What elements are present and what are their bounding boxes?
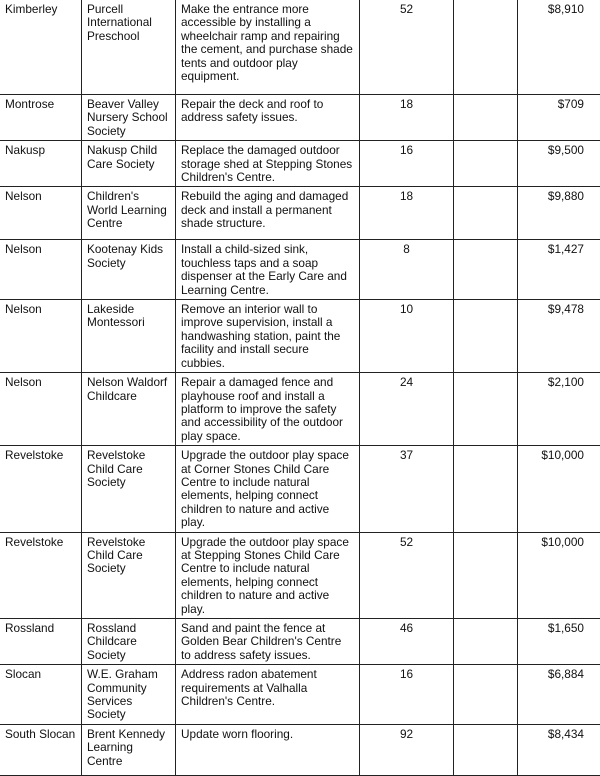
community-cell: Revelstoke xyxy=(0,532,82,618)
empty-cell xyxy=(454,95,518,141)
project-cell: Repair a damaged fence and playhouse roof and install a platform to improve the safety and accessibility of the outdoor play space. xyxy=(176,373,360,446)
organization-cell: Revelstoke Child Care Society xyxy=(82,532,176,618)
community-cell: Revelstoke xyxy=(0,446,82,532)
table-row xyxy=(0,665,600,725)
table-row xyxy=(0,141,600,187)
empty-cell xyxy=(454,300,518,373)
organization-cell: Purcell International Preschool xyxy=(82,0,176,95)
amount-cell: $709 xyxy=(518,95,600,141)
amount-cell: $8,910 xyxy=(518,0,600,95)
amount-cell: $8,434 xyxy=(518,724,600,775)
empty-cell xyxy=(454,141,518,187)
community-cell: South Slocan xyxy=(0,724,82,775)
empty-cell xyxy=(454,619,518,665)
community-cell: Montrose xyxy=(0,95,82,141)
spaces-cell: 37 xyxy=(360,446,454,532)
spaces-cell: 52 xyxy=(360,0,454,95)
organization-cell: Lakeside Montessori xyxy=(82,300,176,373)
amount-cell: $10,000 xyxy=(518,446,600,532)
project-cell: Replace the damaged outdoor storage shed at Stepping Stones Children's Centre. xyxy=(176,141,360,187)
amount-cell: $10,000 xyxy=(518,532,600,618)
community-cell: Nelson xyxy=(0,373,82,446)
table-row xyxy=(0,300,600,373)
community-cell: Nelson xyxy=(0,187,82,240)
spaces-cell: 18 xyxy=(360,95,454,141)
amount-cell: $9,478 xyxy=(518,300,600,373)
empty-cell xyxy=(454,665,518,725)
project-cell: Upgrade the outdoor play space at Stepping Stones Child Care Centre to include natural elements, helping connect children to nature and active play. xyxy=(176,532,360,618)
table-row xyxy=(0,724,600,775)
project-cell: Address radon abatement requirements at Valhalla Children's Centre. xyxy=(176,665,360,725)
community-cell: Slocan xyxy=(0,665,82,725)
table-row xyxy=(0,532,600,618)
spaces-cell: 16 xyxy=(360,141,454,187)
project-cell: Update worn flooring. xyxy=(176,724,360,775)
spaces-cell: 8 xyxy=(360,240,454,300)
organization-cell: Nelson Waldorf Childcare xyxy=(82,373,176,446)
community-cell: Rossland xyxy=(0,619,82,665)
empty-cell xyxy=(454,240,518,300)
empty-cell xyxy=(454,0,518,95)
project-cell: Remove an interior wall to improve supervision, install a handwashing station, paint the facility and install secure cubbies. xyxy=(176,300,360,373)
table-row xyxy=(0,619,600,665)
organization-cell: Nakusp Child Care Society xyxy=(82,141,176,187)
amount-cell: $1,650 xyxy=(518,619,600,665)
empty-cell xyxy=(454,532,518,618)
project-cell: Upgrade the outdoor play space at Corner Stones Child Care Centre to include natural elements, helping connect children to nature and active play. xyxy=(176,446,360,532)
organization-cell: Brent Kennedy Learning Centre xyxy=(82,724,176,775)
table-row xyxy=(0,0,600,95)
community-cell: Nelson xyxy=(0,240,82,300)
table-row xyxy=(0,446,600,532)
table-row xyxy=(0,240,600,300)
table-row xyxy=(0,95,600,141)
community-cell: Nelson xyxy=(0,300,82,373)
spaces-cell: 92 xyxy=(360,724,454,775)
amount-cell: $6,884 xyxy=(518,665,600,725)
organization-cell: Children's World Learning Centre xyxy=(82,187,176,240)
empty-cell xyxy=(454,446,518,532)
amount-cell: $2,100 xyxy=(518,373,600,446)
project-cell: Sand and paint the fence at Golden Bear Children's Centre to address safety issues. xyxy=(176,619,360,665)
spaces-cell: 18 xyxy=(360,187,454,240)
organization-cell: Revelstoke Child Care Society xyxy=(82,446,176,532)
project-cell: Rebuild the aging and damaged deck and install a permanent shade structure. xyxy=(176,187,360,240)
table-row xyxy=(0,373,600,446)
project-cell: Make the entrance more accessible by installing a wheelchair ramp and repairing the cement, and purchase shade tents and outdoor play equipment. xyxy=(176,0,360,95)
organization-cell: W.E. Graham Community Services Society xyxy=(82,665,176,725)
empty-cell xyxy=(454,724,518,775)
project-cell: Install a child-sized sink, touchless taps and a soap dispenser at the Early Care and Learning Centre. xyxy=(176,240,360,300)
spaces-cell: 46 xyxy=(360,619,454,665)
organization-cell: Beaver Valley Nursery School Society xyxy=(82,95,176,141)
spaces-cell: 10 xyxy=(360,300,454,373)
community-cell: Kimberley xyxy=(0,0,82,95)
spaces-cell: 16 xyxy=(360,665,454,725)
amount-cell: $9,500 xyxy=(518,141,600,187)
empty-cell xyxy=(454,187,518,240)
empty-cell xyxy=(454,373,518,446)
amount-cell: $9,880 xyxy=(518,187,600,240)
organization-cell: Kootenay Kids Society xyxy=(82,240,176,300)
spaces-cell: 24 xyxy=(360,373,454,446)
project-cell: Repair the deck and roof to address safety issues. xyxy=(176,95,360,141)
amount-cell: $1,427 xyxy=(518,240,600,300)
community-cell: Nakusp xyxy=(0,141,82,187)
organization-cell: Rossland Childcare Society xyxy=(82,619,176,665)
table-row xyxy=(0,187,600,240)
spaces-cell: 52 xyxy=(360,532,454,618)
